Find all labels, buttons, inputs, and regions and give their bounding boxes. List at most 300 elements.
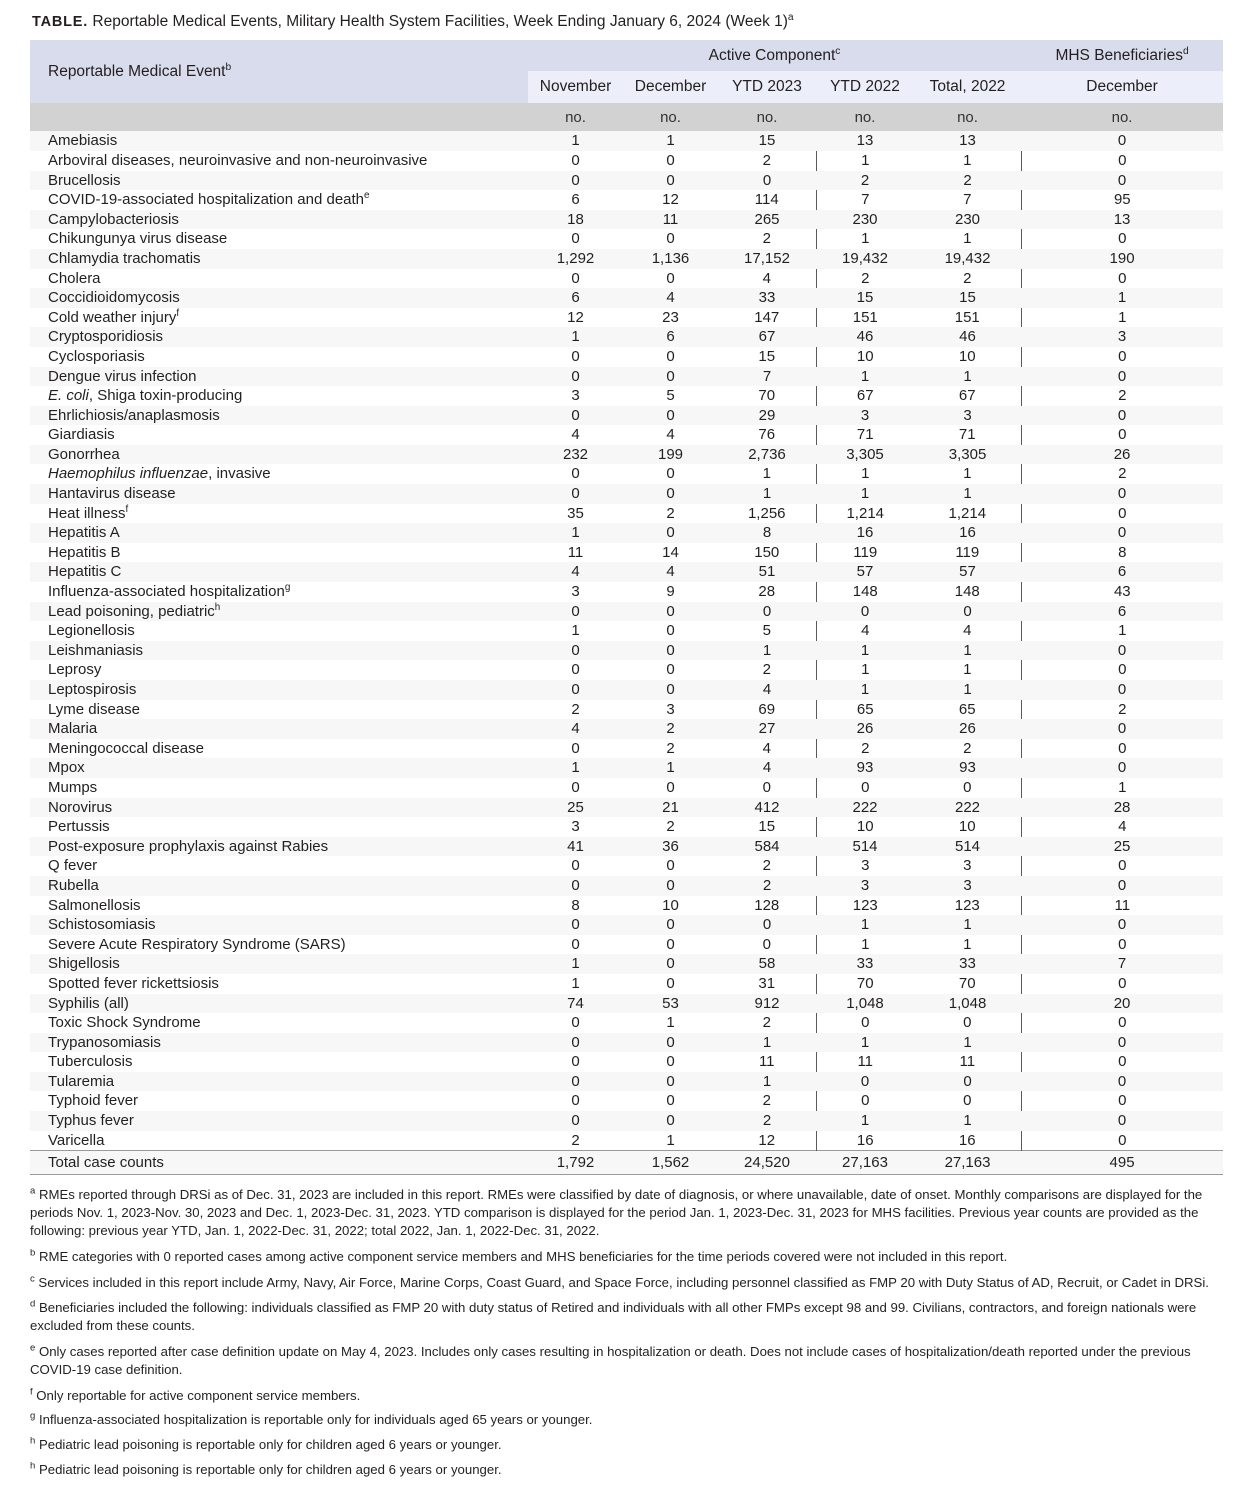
header-unit-december: no.: [623, 103, 718, 131]
cell-ytd-2023: 114: [718, 190, 816, 210]
row-event-name: Pertussis: [30, 817, 528, 837]
cell-total-2022: 65: [914, 700, 1021, 720]
cell-november: 3: [528, 817, 623, 837]
cell-ytd-2022: 13: [816, 131, 914, 151]
cell-total-2022: 57: [914, 562, 1021, 582]
row-event-name: Malaria: [30, 719, 528, 739]
cell-ytd-2022: 0: [816, 778, 914, 798]
table-row: [30, 249, 1223, 269]
table-title-text: Reportable Medical Events, Military Health System Facilities, Week Ending January 6, 2024 (Week 1): [92, 13, 788, 30]
cell-total-2022: 19,432: [914, 249, 1021, 269]
cell-december: 0: [623, 1033, 718, 1053]
total-cell-total-2022: 27,163: [914, 1151, 1021, 1175]
cell-november: 3: [528, 582, 623, 602]
row-event-name: Hepatitis B: [30, 543, 528, 563]
cell-total-2022: 1: [914, 229, 1021, 249]
cell-ytd-2023: 15: [718, 347, 816, 367]
cell-november: 0: [528, 778, 623, 798]
cell-mhs-december: 0: [1021, 523, 1223, 543]
header-unit-ytd-2022: no.: [816, 103, 914, 131]
footnote-f: $^f$ Only reportable for active component service members.: [30, 1386, 361, 1403]
cell-total-2022: 1: [914, 935, 1021, 955]
cell-mhs-december: 0: [1021, 504, 1223, 524]
cell-ytd-2023: 2: [718, 856, 816, 876]
cell-december: 1: [623, 1131, 718, 1151]
row-event-name: Q fever: [30, 856, 528, 876]
cell-ytd-2022: 119: [816, 543, 914, 563]
cell-total-2022: 26: [914, 719, 1021, 739]
table-title-superscript: a: [787, 11, 794, 23]
table-title: [32, 12, 1220, 31]
cell-mhs-december: 95: [1021, 190, 1223, 210]
cell-mhs-december: 25: [1021, 837, 1223, 857]
cell-total-2022: 33: [914, 954, 1021, 974]
cell-ytd-2022: 3: [816, 876, 914, 896]
cell-december: 0: [623, 269, 718, 289]
cell-december: 53: [623, 994, 718, 1014]
cell-total-2022: 1,214: [914, 504, 1021, 524]
cell-december: 9: [623, 582, 718, 602]
header-col-ytd-2022: YTD 2022: [816, 71, 914, 103]
cell-mhs-december: 0: [1021, 1072, 1223, 1092]
cell-mhs-december: 6: [1021, 602, 1223, 622]
table-row: [30, 739, 1223, 759]
table-row: [30, 131, 1223, 151]
cell-december: 0: [623, 680, 718, 700]
cell-december: 4: [623, 562, 718, 582]
cell-november: 0: [528, 347, 623, 367]
cell-december: 10: [623, 896, 718, 916]
row-event-name: Varicella: [30, 1131, 528, 1151]
cell-november: 18: [528, 210, 623, 230]
header-col-total-2022: Total, 2022: [914, 71, 1021, 103]
table-row: [30, 269, 1223, 289]
cell-mhs-december: 0: [1021, 1013, 1223, 1033]
cell-total-2022: 0: [914, 778, 1021, 798]
table-row: [30, 680, 1223, 700]
row-event-name: Ehrlichiosis/anaplasmosis: [30, 406, 528, 426]
table-row: [30, 1072, 1223, 1092]
cell-total-2022: 1: [914, 641, 1021, 661]
cell-mhs-december: 0: [1021, 151, 1223, 171]
cell-mhs-december: 0: [1021, 406, 1223, 426]
cell-total-2022: 1: [914, 915, 1021, 935]
cell-ytd-2022: 1: [816, 680, 914, 700]
row-event-name: Mpox: [30, 758, 528, 778]
row-event-name: Typhoid fever: [30, 1091, 528, 1111]
row-event-name: Schistosomiasis: [30, 915, 528, 935]
cell-ytd-2023: 4: [718, 269, 816, 289]
cell-total-2022: 0: [914, 1091, 1021, 1111]
cell-november: 0: [528, 367, 623, 387]
cell-december: 0: [623, 915, 718, 935]
cell-november: 0: [528, 484, 623, 504]
cell-ytd-2023: 1: [718, 1072, 816, 1092]
table-row: [30, 954, 1223, 974]
cell-november: 41: [528, 837, 623, 857]
cell-ytd-2022: 1,048: [816, 994, 914, 1014]
table-row: [30, 171, 1223, 191]
cell-december: 0: [623, 974, 718, 994]
cell-total-2022: 3: [914, 876, 1021, 896]
cell-ytd-2023: 58: [718, 954, 816, 974]
cell-mhs-december: 4: [1021, 817, 1223, 837]
cell-november: 0: [528, 464, 623, 484]
table-row: [30, 151, 1223, 171]
cell-mhs-december: 1: [1021, 288, 1223, 308]
cell-ytd-2022: 0: [816, 602, 914, 622]
footnote-b: $^b$ RME categories with 0 reported cases among active component service members and MHS beneficiaries for the time periods covered were not included in this report.: [30, 1247, 1008, 1264]
row-event-name: Leishmaniasis: [30, 641, 528, 661]
row-event-superscript: h: [214, 601, 221, 613]
cell-december: 23: [623, 308, 718, 328]
table-row: [30, 1091, 1223, 1111]
cell-ytd-2022: 7: [816, 190, 914, 210]
cell-ytd-2022: 1,214: [816, 504, 914, 524]
cell-november: 1,292: [528, 249, 623, 269]
cell-total-2022: 11: [914, 1052, 1021, 1072]
header-units-row: [30, 103, 1223, 131]
cell-ytd-2023: 0: [718, 171, 816, 191]
cell-mhs-december: 26: [1021, 445, 1223, 465]
cell-ytd-2023: 912: [718, 994, 816, 1014]
cell-ytd-2023: 5: [718, 621, 816, 641]
cell-ytd-2023: 29: [718, 406, 816, 426]
header-col-mhs-december: December: [1021, 71, 1223, 103]
cell-november: 0: [528, 660, 623, 680]
total-cell-ytd-2022: 27,163: [816, 1151, 914, 1175]
table-row: [30, 1052, 1223, 1072]
cell-december: 0: [623, 347, 718, 367]
row-event-name: Haemophilus influenzae, invasive: [30, 464, 528, 484]
cell-december: 0: [623, 602, 718, 622]
cell-ytd-2023: 4: [718, 739, 816, 759]
cell-mhs-december: 0: [1021, 935, 1223, 955]
cell-ytd-2023: 2: [718, 229, 816, 249]
cell-total-2022: 3: [914, 856, 1021, 876]
cell-december: 0: [623, 151, 718, 171]
row-event-name: Tularemia: [30, 1072, 528, 1092]
row-event-name: Dengue virus infection: [30, 367, 528, 387]
cell-ytd-2023: 11: [718, 1052, 816, 1072]
row-event-name: Shigellosis: [30, 954, 528, 974]
table-row: [30, 876, 1223, 896]
footnote-marker: h: [30, 1435, 36, 1447]
cell-december: 1: [623, 1013, 718, 1033]
table-row: [30, 347, 1223, 367]
cell-ytd-2022: 2: [816, 269, 914, 289]
cell-november: 0: [528, 1072, 623, 1092]
table-row: [30, 602, 1223, 622]
cell-mhs-december: 0: [1021, 367, 1223, 387]
cell-total-2022: 1: [914, 1033, 1021, 1053]
cell-ytd-2022: 3,305: [816, 445, 914, 465]
cell-ytd-2022: 0: [816, 1091, 914, 1111]
table-row: [30, 935, 1223, 955]
cell-ytd-2022: 10: [816, 347, 914, 367]
header-event-column: [30, 40, 528, 103]
cell-mhs-december: 0: [1021, 131, 1223, 151]
row-event-name: Rubella: [30, 876, 528, 896]
cell-december: 1: [623, 131, 718, 151]
row-event-name: Meningococcal disease: [30, 739, 528, 759]
cell-ytd-2023: 2: [718, 1013, 816, 1033]
cell-november: 0: [528, 229, 623, 249]
cell-ytd-2023: 28: [718, 582, 816, 602]
reportable-medical-events-table: [30, 40, 1223, 1175]
cell-ytd-2023: 76: [718, 425, 816, 445]
cell-total-2022: 1: [914, 1111, 1021, 1131]
cell-total-2022: 2: [914, 269, 1021, 289]
row-event-superscript: f: [176, 307, 180, 319]
cell-mhs-december: 0: [1021, 229, 1223, 249]
cell-ytd-2023: 2: [718, 1091, 816, 1111]
row-event-name: Hantavirus disease: [30, 484, 528, 504]
header-units-blank: [30, 103, 528, 131]
cell-ytd-2023: 1: [718, 641, 816, 661]
header-col-november: November: [528, 71, 623, 103]
row-event-name: Gonorrhea: [30, 445, 528, 465]
cell-december: 1: [623, 758, 718, 778]
cell-ytd-2022: 222: [816, 798, 914, 818]
cell-total-2022: 3,305: [914, 445, 1021, 465]
cell-total-2022: 3: [914, 406, 1021, 426]
table-row: [30, 817, 1223, 837]
table-label: TABLE.: [32, 14, 89, 30]
table-row: [30, 837, 1223, 857]
footnote-marker: c: [30, 1273, 35, 1285]
header-col-december: December: [623, 71, 718, 103]
cell-total-2022: 46: [914, 327, 1021, 347]
cell-ytd-2023: 69: [718, 700, 816, 720]
cell-november: 1: [528, 974, 623, 994]
row-event-name: Legionellosis: [30, 621, 528, 641]
cell-december: 0: [623, 856, 718, 876]
row-event-name: Lead poisoning, pediatric$^h$: [30, 602, 528, 622]
cell-ytd-2023: 584: [718, 837, 816, 857]
cell-ytd-2023: 2: [718, 151, 816, 171]
cell-ytd-2022: 1: [816, 641, 914, 661]
cell-mhs-december: 0: [1021, 425, 1223, 445]
footnote-h: $^h$ Pediatric lead poisoning is reportable only for children aged 6 years or younger.: [30, 1435, 502, 1453]
cell-mhs-december: 0: [1021, 1052, 1223, 1072]
cell-december: 2: [623, 719, 718, 739]
cell-total-2022: 0: [914, 1013, 1021, 1033]
cell-total-2022: 10: [914, 347, 1021, 367]
row-event-name: Norovirus: [30, 798, 528, 818]
cell-november: 0: [528, 1033, 623, 1053]
cell-mhs-december: 190: [1021, 249, 1223, 269]
cell-ytd-2022: 148: [816, 582, 914, 602]
cell-mhs-december: 0: [1021, 484, 1223, 504]
table-row: [30, 367, 1223, 387]
cell-december: 199: [623, 445, 718, 465]
cell-november: 6: [528, 190, 623, 210]
cell-ytd-2023: 1: [718, 464, 816, 484]
cell-ytd-2022: 1: [816, 151, 914, 171]
cell-total-2022: 4: [914, 621, 1021, 641]
cell-total-2022: 70: [914, 974, 1021, 994]
cell-ytd-2022: 71: [816, 425, 914, 445]
table-row: [30, 190, 1223, 210]
row-event-name: Trypanosomiasis: [30, 1033, 528, 1053]
cell-december: 0: [623, 954, 718, 974]
cell-december: 4: [623, 288, 718, 308]
table-row: [30, 1111, 1223, 1131]
cell-ytd-2022: 2: [816, 739, 914, 759]
cell-ytd-2022: 123: [816, 896, 914, 916]
cell-mhs-december: 0: [1021, 347, 1223, 367]
cell-total-2022: 7: [914, 190, 1021, 210]
row-event-name: Cryptosporidiosis: [30, 327, 528, 347]
cell-mhs-december: 0: [1021, 758, 1223, 778]
cell-ytd-2023: 150: [718, 543, 816, 563]
cell-ytd-2022: 70: [816, 974, 914, 994]
cell-december: 0: [623, 1072, 718, 1092]
cell-total-2022: 1: [914, 484, 1021, 504]
cell-december: 2: [623, 817, 718, 837]
cell-ytd-2023: 12: [718, 1131, 816, 1151]
cell-mhs-december: 0: [1021, 876, 1223, 896]
footnote-e: $^e$ Only cases reported after case definition update on May 4, 2023. Includes only cases resulting in hospitalization or death. Does not include cases of hospitalization/death reported under the previous COVID-19 case definition.: [30, 1342, 1191, 1377]
cell-ytd-2023: 0: [718, 778, 816, 798]
cell-ytd-2022: 0: [816, 1072, 914, 1092]
cell-november: 0: [528, 269, 623, 289]
cell-november: 8: [528, 896, 623, 916]
cell-november: 25: [528, 798, 623, 818]
cell-ytd-2023: 15: [718, 131, 816, 151]
cell-ytd-2022: 19,432: [816, 249, 914, 269]
cell-mhs-december: 0: [1021, 269, 1223, 289]
table-row: [30, 1033, 1223, 1053]
cell-november: 4: [528, 425, 623, 445]
cell-november: 0: [528, 935, 623, 955]
cell-ytd-2022: 1: [816, 935, 914, 955]
cell-total-2022: 16: [914, 523, 1021, 543]
cell-mhs-december: 0: [1021, 915, 1223, 935]
cell-november: 1: [528, 523, 623, 543]
cell-november: 1: [528, 621, 623, 641]
cell-total-2022: 222: [914, 798, 1021, 818]
cell-ytd-2022: 1: [816, 229, 914, 249]
cell-november: 0: [528, 856, 623, 876]
row-event-name: Toxic Shock Syndrome: [30, 1013, 528, 1033]
cell-mhs-december: 0: [1021, 1131, 1223, 1151]
table-row: [30, 210, 1223, 230]
cell-november: 0: [528, 1111, 623, 1131]
cell-total-2022: 1: [914, 464, 1021, 484]
footnote-marker: h: [30, 1460, 36, 1472]
cell-ytd-2022: 1: [816, 660, 914, 680]
table-row: [30, 327, 1223, 347]
table-row: [30, 425, 1223, 445]
cell-mhs-december: 8: [1021, 543, 1223, 563]
cell-ytd-2022: 4: [816, 621, 914, 641]
cell-december: 0: [623, 1091, 718, 1111]
cell-november: 0: [528, 1091, 623, 1111]
cell-mhs-december: 6: [1021, 562, 1223, 582]
cell-november: 12: [528, 308, 623, 328]
cell-ytd-2022: 16: [816, 523, 914, 543]
header-group-active-label: Active Component: [708, 46, 836, 64]
footnote-h: $^h$ Pediatric lead poisoning is reportable only for children aged 6 years or younger.: [30, 1460, 502, 1477]
header-unit-ytd-2023: no.: [718, 103, 816, 131]
cell-december: 14: [623, 543, 718, 563]
table-row: [30, 523, 1223, 543]
cell-ytd-2022: 2: [816, 171, 914, 191]
cell-december: 6: [623, 327, 718, 347]
cell-november: 2: [528, 1131, 623, 1151]
cell-ytd-2022: 16: [816, 1131, 914, 1151]
cell-total-2022: 1: [914, 680, 1021, 700]
row-event-name: Syphilis (all): [30, 994, 528, 1014]
cell-november: 0: [528, 406, 623, 426]
footnote-marker: d: [30, 1298, 36, 1310]
row-event-name: Tuberculosis: [30, 1052, 528, 1072]
row-event-name: Heat illness$^f$: [30, 504, 528, 524]
cell-ytd-2023: 33: [718, 288, 816, 308]
cell-mhs-december: 20: [1021, 994, 1223, 1014]
cell-mhs-december: 0: [1021, 660, 1223, 680]
cell-november: 0: [528, 915, 623, 935]
header-group-mhs-label: MHS Beneficiaries: [1055, 46, 1183, 64]
cell-total-2022: 16: [914, 1131, 1021, 1151]
cell-ytd-2022: 65: [816, 700, 914, 720]
table-row: [30, 719, 1223, 739]
cell-ytd-2023: 2,736: [718, 445, 816, 465]
footnote-marker: g: [30, 1410, 36, 1422]
cell-ytd-2023: 1: [718, 1033, 816, 1053]
cell-ytd-2023: 27: [718, 719, 816, 739]
header-group-mhs-beneficiaries: [1021, 40, 1223, 71]
cell-ytd-2023: 1: [718, 484, 816, 504]
table-row: [30, 896, 1223, 916]
total-cell-mhs-december: 495: [1021, 1151, 1223, 1175]
cell-december: 21: [623, 798, 718, 818]
cell-total-2022: 514: [914, 837, 1021, 857]
cell-ytd-2023: 412: [718, 798, 816, 818]
cell-ytd-2023: 4: [718, 680, 816, 700]
cell-ytd-2023: 1,256: [718, 504, 816, 524]
footnote-c: $^c$ Services included in this report include Army, Navy, Air Force, Marine Corps, Coast Guard, and Space Force, including personnel classified as FMP 20 with Duty Status of AD, Recruit, or Cadet in DRSi.: [30, 1273, 1209, 1290]
cell-november: 74: [528, 994, 623, 1014]
cell-ytd-2022: 230: [816, 210, 914, 230]
cell-ytd-2023: 147: [718, 308, 816, 328]
cell-mhs-december: 3: [1021, 327, 1223, 347]
row-event-name: Mumps: [30, 778, 528, 798]
header-col-ytd-2023: YTD 2023: [718, 71, 816, 103]
cell-december: 4: [623, 425, 718, 445]
cell-total-2022: 1: [914, 151, 1021, 171]
cell-ytd-2022: 1: [816, 915, 914, 935]
table-row: [30, 778, 1223, 798]
cell-november: 11: [528, 543, 623, 563]
cell-ytd-2023: 2: [718, 660, 816, 680]
cell-november: 1: [528, 954, 623, 974]
table-row: [30, 700, 1223, 720]
footnote-marker: b: [30, 1247, 36, 1259]
cell-ytd-2022: 93: [816, 758, 914, 778]
cell-ytd-2022: 67: [816, 386, 914, 406]
cell-total-2022: 0: [914, 602, 1021, 622]
cell-ytd-2023: 0: [718, 915, 816, 935]
table-row: [30, 562, 1223, 582]
table-row: [30, 915, 1223, 935]
cell-total-2022: 2: [914, 171, 1021, 191]
cell-ytd-2023: 0: [718, 935, 816, 955]
cell-ytd-2022: 15: [816, 288, 914, 308]
row-event-name: Cyclosporiasis: [30, 347, 528, 367]
